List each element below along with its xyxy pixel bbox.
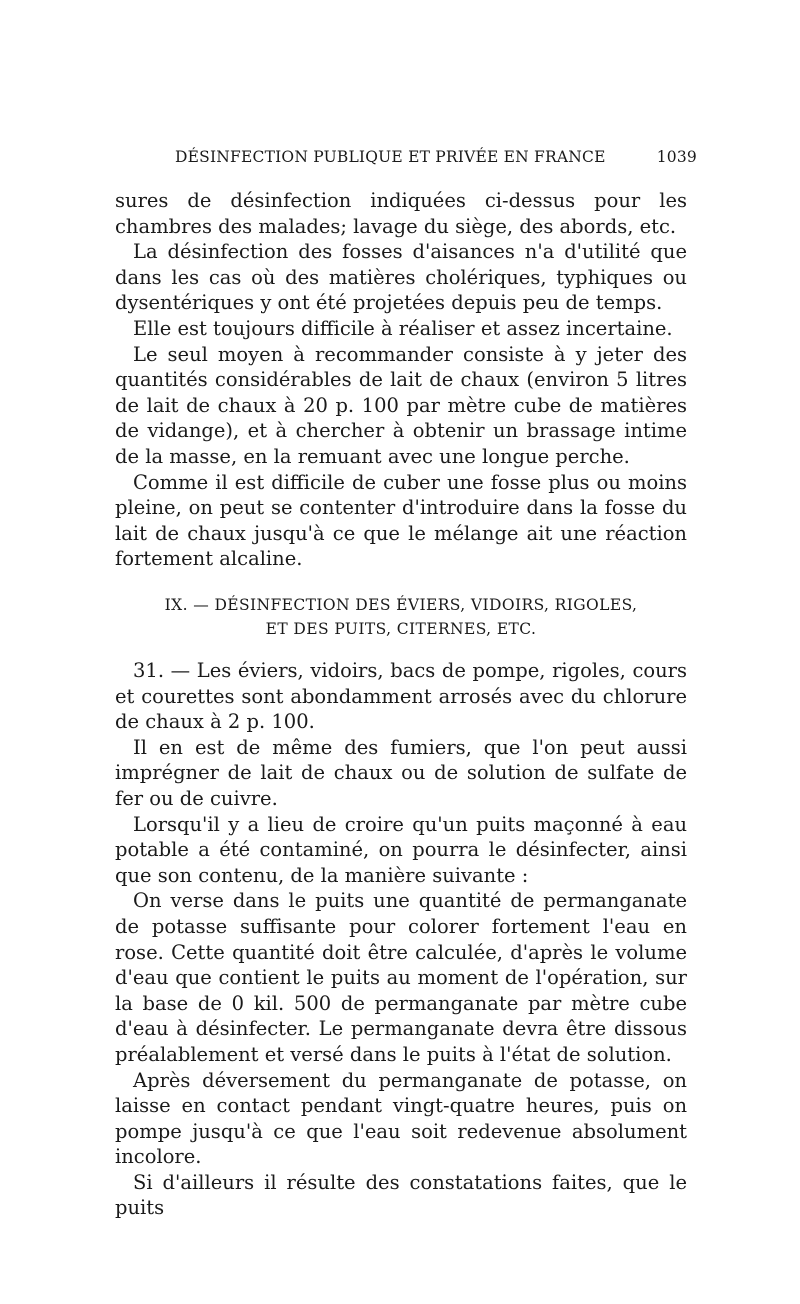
- paragraph: Si d'ailleurs il résulte des constatations faites, que le puits: [115, 1170, 687, 1220]
- paragraph: Après déversement du permanganate de potasse, on laisse en contact pendant vingt-quatre heures, puis on pompe jusqu'à ce que l'eau soit redevenue absolument incolore.: [115, 1068, 687, 1169]
- paragraph: Le seul moyen à recommander consiste à y jeter des quantités considérables de lait de chaux (environ 5 litres de lait de chaux à 20 p. 100 par mètre cube de matières de vidange), et à chercher à obtenir un brassage intime de la masse, en la remuant avec une longue perche.: [115, 342, 687, 468]
- page-number: 1039: [656, 148, 697, 166]
- paragraph: Elle est toujours difficile à réaliser et assez incertaine.: [133, 316, 673, 340]
- running-head-title: DÉSINFECTION PUBLIQUE ET PRIVÉE EN FRANCE: [175, 148, 606, 166]
- paragraph: 31. — Les éviers, vidoirs, bacs de pompe, rigoles, cours et courettes sont abondamment arrosés avec du chlorure de chaux à 2 p. 100.: [115, 659, 687, 734]
- section-heading-line-2: ET DES PUITS, CITERNES, ETC.: [265, 620, 537, 638]
- paragraph: sures de désinfection indiquées ci-dessus pour les chambres des malades; lavage du siège, des abords, etc.: [115, 189, 687, 238]
- paragraph: Lorsqu'il y a lieu de croire qu'un puits maçonné à eau potable a été contaminé, on pourra le désinfecter, ainsi que son contenu, de la manière suivante :: [115, 812, 687, 887]
- paragraph: Il en est de même des fumiers, que l'on peut aussi imprégner de lait de chaux ou de solution de sulfate de fer ou de cuivre.: [115, 735, 687, 810]
- body-text-bottom: [115, 658, 687, 1221]
- paragraph: On verse dans le puits une quantité de permanganate de potasse suffisante pour colorer fortement l'eau en rose. Cette quantité doit être calculée, d'après le volume d'eau que contient le puits au moment de l'opération, sur la base de 0 kil. 500 de permanganate par mètre cube d'eau à désinfecter. Le permanganate devra être dissous préalablement et versé dans le puits à l'état de solution.: [115, 889, 687, 1066]
- section-heading: [115, 593, 687, 641]
- body-text-top: [115, 188, 687, 572]
- paragraph: Comme il est difficile de cuber une fosse plus ou moins pleine, on peut se contenter d'introduire dans la fosse du lait de chaux jusqu'à ce que le mélange ait une réaction fortement alcaline.: [115, 470, 687, 571]
- section-heading-line-1: IX. — DÉSINFECTION DES ÉVIERS, VIDOIRS, RIGOLES,: [164, 596, 638, 614]
- paragraph: La désinfection des fosses d'aisances n'a d'utilité que dans les cas où des matières cholériques, typhiques ou dysentériques y ont été projetées depuis peu de temps.: [115, 240, 687, 315]
- running-head: [115, 148, 697, 172]
